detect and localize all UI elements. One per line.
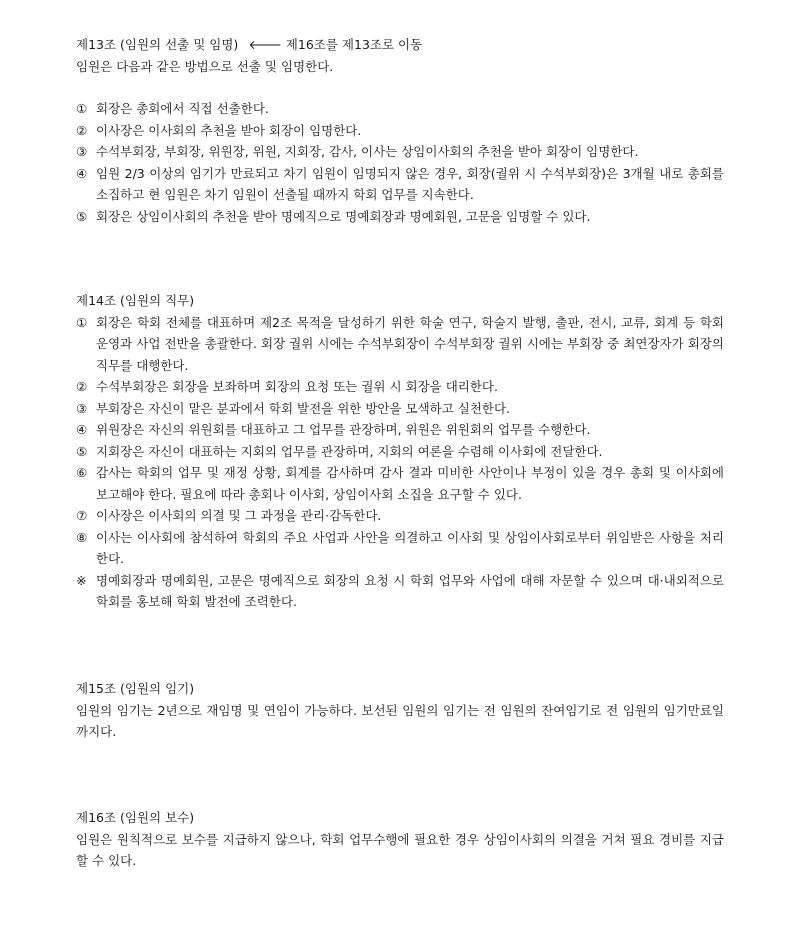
list-item — [76, 527, 724, 570]
item-marker: ⑦ — [76, 508, 88, 523]
list-item — [76, 419, 724, 441]
article-16-heading: 제16조 (임원의 보수) — [76, 810, 195, 825]
article-14 — [76, 290, 724, 613]
list-item — [76, 376, 724, 398]
item-marker: ① — [76, 314, 88, 330]
item-marker: ④ — [76, 165, 88, 181]
item-text: 회장은 총회에서 직접 선출한다. — [96, 101, 269, 116]
list-item — [76, 505, 724, 527]
item-marker: ② — [76, 122, 88, 138]
list-item — [76, 312, 724, 377]
move-note: 🡐 제16조를 제13조로 이동 — [248, 37, 423, 52]
item-text: 회장은 상임이사회의 추천을 받아 명예직으로 명예회장과 명예회원, 고문을 임명할 수 있다. — [96, 208, 591, 224]
list-item — [76, 98, 724, 120]
item-text: 이사장은 이사회의 의결 및 그 과정을 관리·감독한다. — [96, 508, 382, 523]
article-13-list — [76, 98, 724, 227]
article-13-heading — [76, 34, 724, 56]
list-item — [76, 441, 724, 463]
item-text: 지회장은 자신이 대표하는 지회의 업무를 관장하며, 지회의 여론을 수렴해 이사회에 전달한다. — [96, 443, 603, 459]
article-14-heading: 제14조 (임원의 직무) — [76, 293, 195, 308]
item-marker: ③ — [76, 400, 88, 416]
item-text: 명예회장과 명예회원, 고문은 명예직으로 회장의 요청 시 학회 업무와 사업에 대해 자문할 수 있으며 대·내외적으로 학회를 홍보해 학회 발전에 조력한다. — [96, 572, 724, 609]
article-15 — [76, 678, 724, 743]
article-14-list — [76, 312, 724, 613]
article-16-body: 임원은 원칙적으로 보수를 지급하지 않으나, 학회 업무수행에 필요한 경우 상임이사회의 의결을 거쳐 필요 경비를 지급할 수 있다. — [76, 831, 724, 868]
list-item — [76, 120, 724, 142]
item-marker: ⑤ — [76, 443, 88, 459]
article-16 — [76, 807, 724, 872]
item-text: 위원장은 자신의 위원회를 대표하고 그 업무를 관장하며, 위원은 위원회의 업무를 수행한다. — [96, 422, 591, 437]
item-text: 부회장은 자신이 맡은 분과에서 학회 발전을 위한 방안을 모색하고 실천한다. — [96, 400, 511, 416]
article-13-title: 제13조 (임원의 선출 및 임명) — [76, 37, 239, 52]
article-15-body: 임원의 임기는 2년으로 재임명 및 연임이 가능하다. 보선된 임원의 임기는 전 임원의 잔여임기로 전 임원의 임기만료일까지다. — [76, 702, 724, 739]
list-item — [76, 163, 724, 206]
list-item — [76, 141, 724, 163]
item-marker: ① — [76, 101, 88, 116]
article-13 — [76, 34, 724, 227]
item-marker: ⑤ — [76, 208, 88, 224]
item-marker: ② — [76, 379, 88, 394]
item-marker: ※ — [76, 572, 87, 588]
item-text: 회장은 학회 전체를 대표하며 제2조 목적을 달성하기 위한 학술 연구, 학술지 발행, 출판, 전시, 교류, 회계 등 학회 운영과 사업 전반을 총괄한다. 회장 궐위 시에는 수석부회장이 수석부회장 궐위 시에는 부회장 중 최연장자가 회장의 직무를 대행한다. — [96, 314, 724, 373]
item-text: 수석부회장, 부회장, 위원장, 위원, 지회장, 감사, 이사는 상임이사회의 추천을 받아 회장이 임명한다. — [96, 144, 639, 159]
article-13-intro: 임원은 다음과 같은 방법으로 선출 및 임명한다. — [76, 58, 334, 74]
item-marker: ③ — [76, 144, 88, 159]
item-text: 임원 2/3 이상의 임기가 만료되고 차기 임원이 임명되지 않은 경우, 회장(궐위 시 수석부회장)은 3개월 내로 총회를 소집하고 현 임원은 차기 임원이 선출될 때까지 학회 업무를 지속한다. — [96, 165, 724, 202]
item-text: 수석부회장은 회장을 보좌하며 회장의 요청 또는 궐위 시 회장을 대리한다. — [96, 379, 498, 394]
item-marker: ④ — [76, 422, 88, 437]
item-marker: ⑥ — [76, 465, 88, 480]
article-15-heading: 제15조 (임원의 임기) — [76, 681, 195, 696]
list-item — [76, 206, 724, 228]
item-text: 이사는 이사회에 참석하여 학회의 주요 사업과 사안을 의결하고 이사회 및 상임이사회로부터 위임받은 사항을 처리한다. — [96, 529, 724, 566]
list-item — [76, 570, 724, 613]
item-text: 이사장은 이사회의 추천을 받아 회장이 임명한다. — [96, 122, 362, 138]
list-item — [76, 398, 724, 420]
item-text: 감사는 학회의 업무 및 재정 상황, 회계를 감사하며 감사 결과 미비한 사안이나 부정이 있을 경우 총회 및 이사회에 보고해야 한다. 필요에 따라 총회나 이사회, 상임이사회 소집을 요구할 수 있다. — [96, 465, 724, 502]
item-marker: ⑧ — [76, 529, 88, 545]
list-item — [76, 462, 724, 505]
